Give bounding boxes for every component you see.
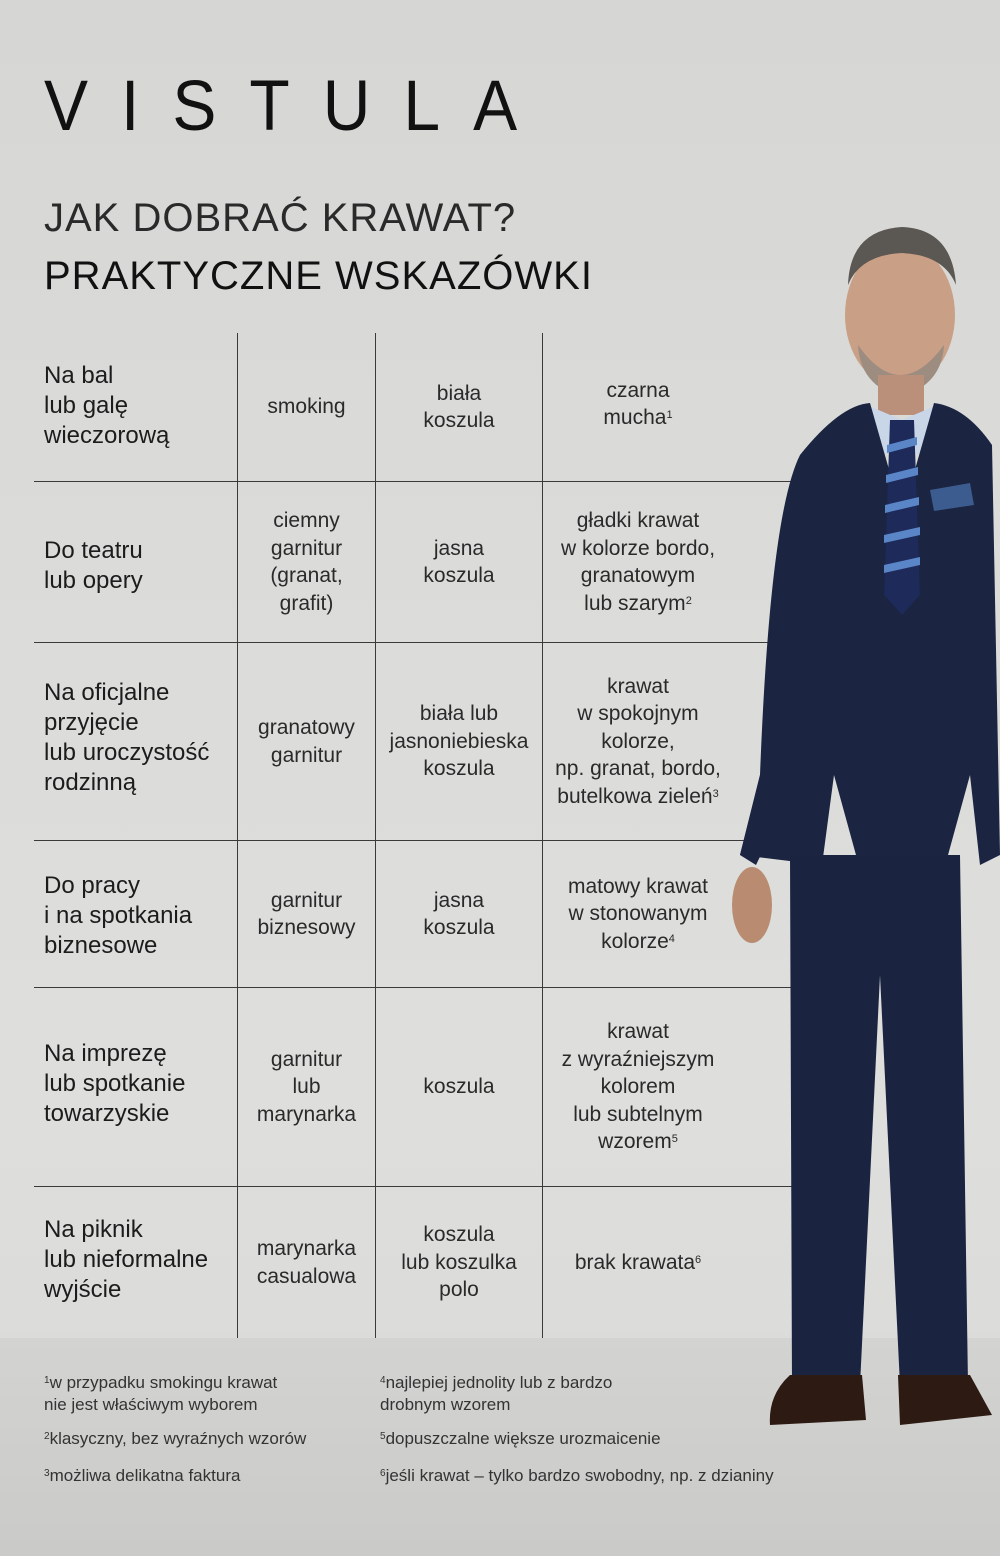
footnote: $^3$możliwa delikatna faktura [44,1466,241,1485]
shirt-cell: jasna koszula [423,536,495,587]
man-in-suit-image [730,215,1000,1455]
tie-cell: gładki krawat w kolorze bordo, granatowym lub szarym$^2$ [560,509,716,615]
suit-cell: ciemny garnitur (granat, grafit) [270,509,343,615]
tie-cell: brak krawata$^6$ [574,1250,702,1274]
suit-cell: garnitur biznesowy [257,888,356,939]
tie-cell: krawat z wyraźniejszym kolorem lub subtelnym wzorem$^5$ [561,1020,715,1154]
shirt-cell: koszula lub koszulka polo [401,1223,517,1302]
shirt-cell: biała lub jasnoniebieska koszula [389,702,529,781]
occasion-label: Na imprezę lub spotkanie towarzyskie [44,1040,186,1127]
footnote: $^6$jeśli krawat – tylko bardzo swobodny, np. z dzianiny [380,1466,774,1485]
suit-cell: granatowy garnitur [258,716,355,767]
suit-cell: garnitur lub marynarka [256,1047,357,1126]
tie-cell: krawat w spokojnym kolorze, np. granat, bordo, butelkowa zieleń$^3$ [555,674,721,808]
shirt-cell: jasna koszula [423,888,495,939]
shirt-cell: koszula [423,1075,495,1099]
occasion-label: Do pracy i na spotkania biznesowe [44,872,193,959]
occasion-label: Do teatru lub opery [44,537,143,594]
occasion-label: Na bal lub galę wieczorową [44,362,170,449]
footnote: $^5$dopuszczalne większe urozmaicenie [380,1429,661,1448]
brand-logo: VISTULA [44,65,551,146]
occasion-label: Na oficjalne przyjęcie lub uroczystość rodzinną [44,679,210,796]
footnote: $^4$najlepiej jednolity lub z bardzo drobnym wzorem [380,1373,613,1414]
suit-cell: smoking [267,395,346,419]
occasion-label: Na piknik lub nieformalne wyjście [44,1216,209,1303]
tie-cell: matowy krawat w stonowanym kolorze$^4$ [567,874,709,953]
suit-cell: marynarka casualowa [256,1237,357,1288]
shirt-cell: biała koszula [423,381,495,432]
page-subtitle: PRAKTYCZNE WSKAZÓWKI [44,254,593,298]
footnote: $^1$w przypadku smokingu krawat nie jest właściwym wyborem [44,1373,278,1414]
footnote: $^2$klasyczny, bez wyraźnych wzorów [44,1429,307,1448]
tie-cell: czarna mucha$^1$ [603,378,673,429]
page-title: JAK DOBRAĆ KRAWAT? [44,196,517,240]
